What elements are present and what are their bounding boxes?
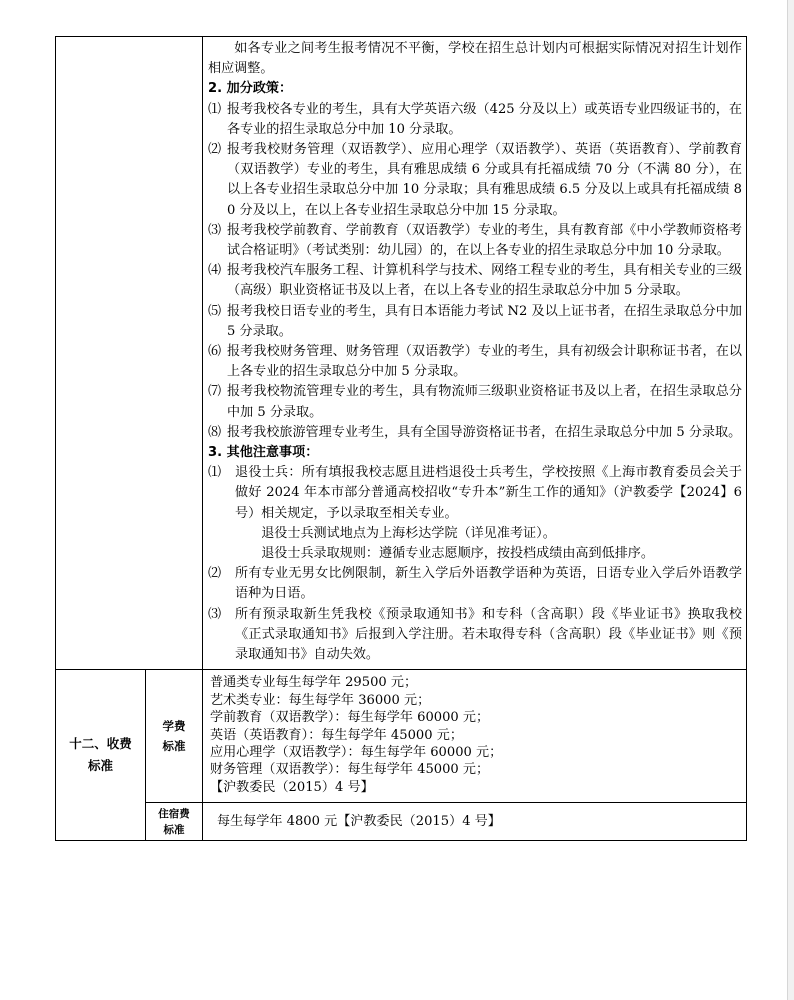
tuition-line: 应用心理学（双语教学）：每生每学年 60000 元； — [210, 744, 503, 760]
bonus-item — [208, 100, 742, 140]
note-item-language — [208, 564, 742, 604]
item-text: 报考我校日语专业的考生，具有日本语能力考试 N2 及以上证书者，在招生录取总分中加 5 分录取。 — [227, 303, 742, 339]
boarding-row — [56, 803, 747, 841]
note-item-veterans — [208, 463, 742, 524]
admission-table — [55, 36, 747, 841]
tuition-row — [56, 670, 747, 803]
tuition-line: 学前教育（双语教学）：每生每学年 60000 元； — [210, 710, 490, 726]
item-text: 所有专业无男女比例限制，新生入学后外语教学语种为英语，日语专业入学后外语教学语种为日语。 — [235, 566, 742, 602]
other-notes-heading: 3. 其他注意事项： — [208, 445, 319, 461]
bonus-item — [208, 140, 742, 221]
policy-row — [56, 37, 747, 670]
item-number: ⑷ — [208, 263, 222, 279]
note-item-registration — [208, 605, 742, 666]
bonus-item — [208, 221, 742, 261]
item-text: 报考我校财务管理（双语教学）、应用心理学（双语教学）、英语（英语教育）、学前教育（双语教学）专业的考生，具有雅思成绩 6 分或具有托福成绩 70 分（不满 80 分），在以上各专业招生录取总分中加 10 分录取；具有雅思成绩 6.5 分及以上或具有托福成绩 80 分及以上，在以上各专业招生录取总分中加 15 分录取。 — [227, 142, 742, 218]
page-edge — [787, 0, 794, 1000]
item-text: 报考我校各专业的考生，具有大学英语六级（425 分及以上）或英语专业四级证书的，在各专业的招生录取总分中加 10 分录取。 — [227, 101, 742, 137]
item-number: ⑸ — [208, 303, 222, 319]
item-number: ⑹ — [208, 344, 222, 360]
policy-content-cell — [203, 37, 747, 670]
bonus-item — [208, 261, 742, 301]
veteran-admission-rule: 退役士兵录取规则：遵循专业志愿顺序，按投档成绩由高到低排序。 — [261, 546, 654, 562]
plan-adjustment-paragraph: 如各专业之间考生报考情况不平衡，学校在招生总计划内可根据实际情况对招生计划作相应调整。 — [208, 41, 742, 77]
boarding-label-line2: 标准 — [163, 823, 185, 836]
item-number: ⑺ — [208, 384, 222, 400]
tuition-content — [203, 670, 747, 803]
boarding-label-line1: 住宿费 — [158, 807, 190, 820]
fee-section-label — [56, 670, 146, 841]
bonus-item — [208, 342, 742, 382]
bonus-item — [208, 382, 742, 422]
item-number: ⑴ — [208, 101, 222, 117]
policy-label-cell — [56, 37, 203, 670]
fee-section-label-line2: 标准 — [87, 758, 113, 774]
item-text: 退役士兵：所有填报我校志愿且进档退役士兵考生，学校按照《上海市教育委员会关于做好 2024 年本市部分普通高校招收“专升本”新生工作的通知》（沪教委学【2024】6 号）相关规定，予以录取至相关专业。 — [235, 465, 742, 521]
boarding-content — [203, 803, 747, 841]
item-number: ⑴ — [208, 465, 222, 481]
item-text: 报考我校物流管理专业的考生，具有物流师三级职业资格证书及以上者，在招生录取总分中加 5 分录取。 — [227, 384, 742, 420]
boarding-fee-text: 每生每学年 4800 元【沪教委民（2015）4 号】 — [217, 813, 501, 829]
item-number: ⑵ — [208, 566, 222, 582]
item-number: ⑻ — [208, 424, 222, 440]
bonus-item — [208, 302, 742, 342]
tuition-label-line2: 标准 — [162, 739, 186, 754]
bonus-policy-heading: 2. 加分政策： — [208, 81, 293, 97]
item-text: 报考我校财务管理、财务管理（双语教学）专业的考生，具有初级会计职称证书者，在以上各专业的招生录取总分中加 5 分录取。 — [227, 344, 742, 380]
item-text: 报考我校旅游管理专业考生，具有全国导游资格证书者，在招生录取总分中加 5 分录取。 — [227, 424, 742, 440]
item-text: 所有预录取新生凭我校《预录取通知书》和专科（含高职）段《毕业证书》换取我校《正式录取通知书》后报到入学注册。若未取得专科（含高职）段《毕业证书》则《预录取通知书》自动失效。 — [235, 606, 742, 663]
boarding-label — [146, 803, 203, 841]
item-number: ⑶ — [208, 222, 222, 238]
veteran-test-location: 退役士兵测试地点为上海杉达学院（详见准考证）。 — [261, 525, 556, 541]
tuition-line: 艺术类专业：每生每学年 36000 元； — [210, 692, 431, 708]
fee-section-label-line1: 十二、收费 — [69, 736, 132, 752]
item-text: 报考我校汽车服务工程、计算机科学与技术、网络工程专业的考生，具有相关专业的三级（高级）职业资格证书及以上者，在以上各专业的招生录取总分中加 5 分录取。 — [227, 263, 742, 299]
bonus-item — [208, 423, 742, 443]
tuition-line: 财务管理（双语教学）：每生每学年 45000 元； — [210, 762, 490, 778]
item-number: ⑶ — [208, 606, 222, 622]
tuition-label — [146, 670, 203, 803]
tuition-line: 英语（英语教育）：每生每学年 45000 元； — [210, 727, 463, 743]
tuition-label-line1: 学费 — [162, 719, 186, 734]
item-text: 报考我校学前教育、学前教育（双语教学）专业的考生，具有教育部《中小学教师资格考试合格证明》（考试类别：幼儿园）的，在以上各专业的招生录取总分中加 10 分录取。 — [227, 222, 742, 259]
item-number: ⑵ — [208, 142, 222, 158]
tuition-line: 【沪教委民（2015）4 号】 — [210, 779, 374, 795]
tuition-line: 普通类专业每生每学年 29500 元； — [210, 675, 418, 691]
